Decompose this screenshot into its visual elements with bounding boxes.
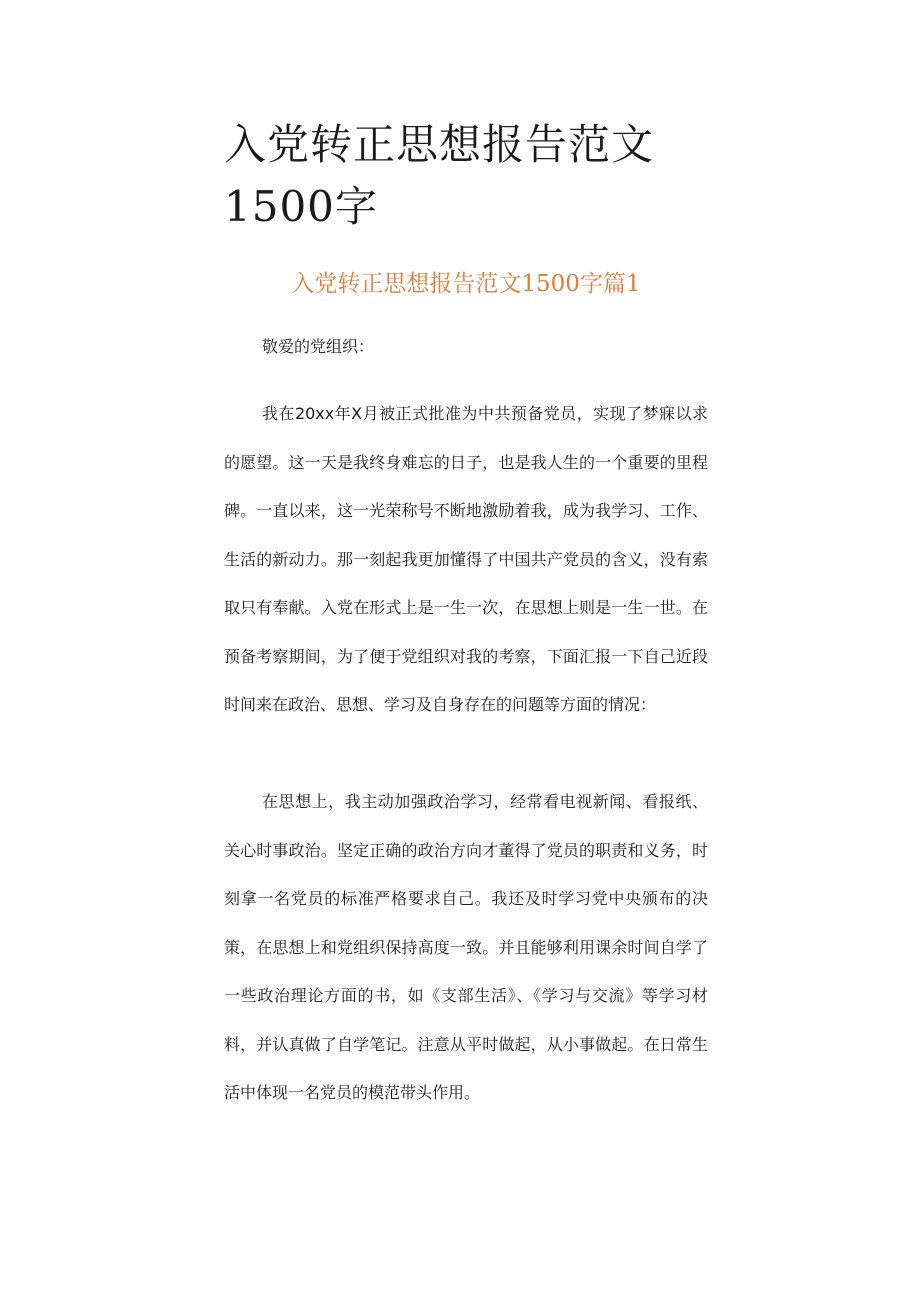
document-title: 入党转正思想报告范文1500字 (224, 120, 655, 231)
section-subtitle: 入党转正思想报告范文1500字篇1 (291, 271, 641, 297)
body-paragraph-2: 在思想上，我主动加强政治学习，经常看电视新闻、看报纸、关心时事政治。坚定正确的政治方向才董得了党员的职责和义务，时刻拿一名党员的标准严格要求自己。我还及时学习党中央颁布的决策，在思想上和党组织保持高度一致。并且能够利用课余时间自学了一些政治理论方面的书，如《支部生活》、《学习与交流》等学习材料，并认真做了自学笔记。注意从平时做起，从小事做起。在日常生活中体现一名党员的模范带头作用。 (224, 792, 708, 1102)
salutation: 敬爱的党组织： (262, 337, 375, 356)
body-paragraph-1: 我在20xx年X月被正式批准为中共预备党员，实现了梦寐以求的愿望。这一天是我终身难忘的日子，也是我人生的一个重要的里程碑。一直以来，这一光荣称号不断地激励着我，成为我学习、工作、生活的新动力。那一刻起我更加懂得了中国共产党员的含义，没有索取只有奉献。入党在形式上是一生一次，在思想上则是一生一世。在预备考察期间，为了便于党组织对我的考察，下面汇报一下自己近段时间来在政治、思想、学习及自身存在的问题等方面的情况： (224, 404, 708, 714)
